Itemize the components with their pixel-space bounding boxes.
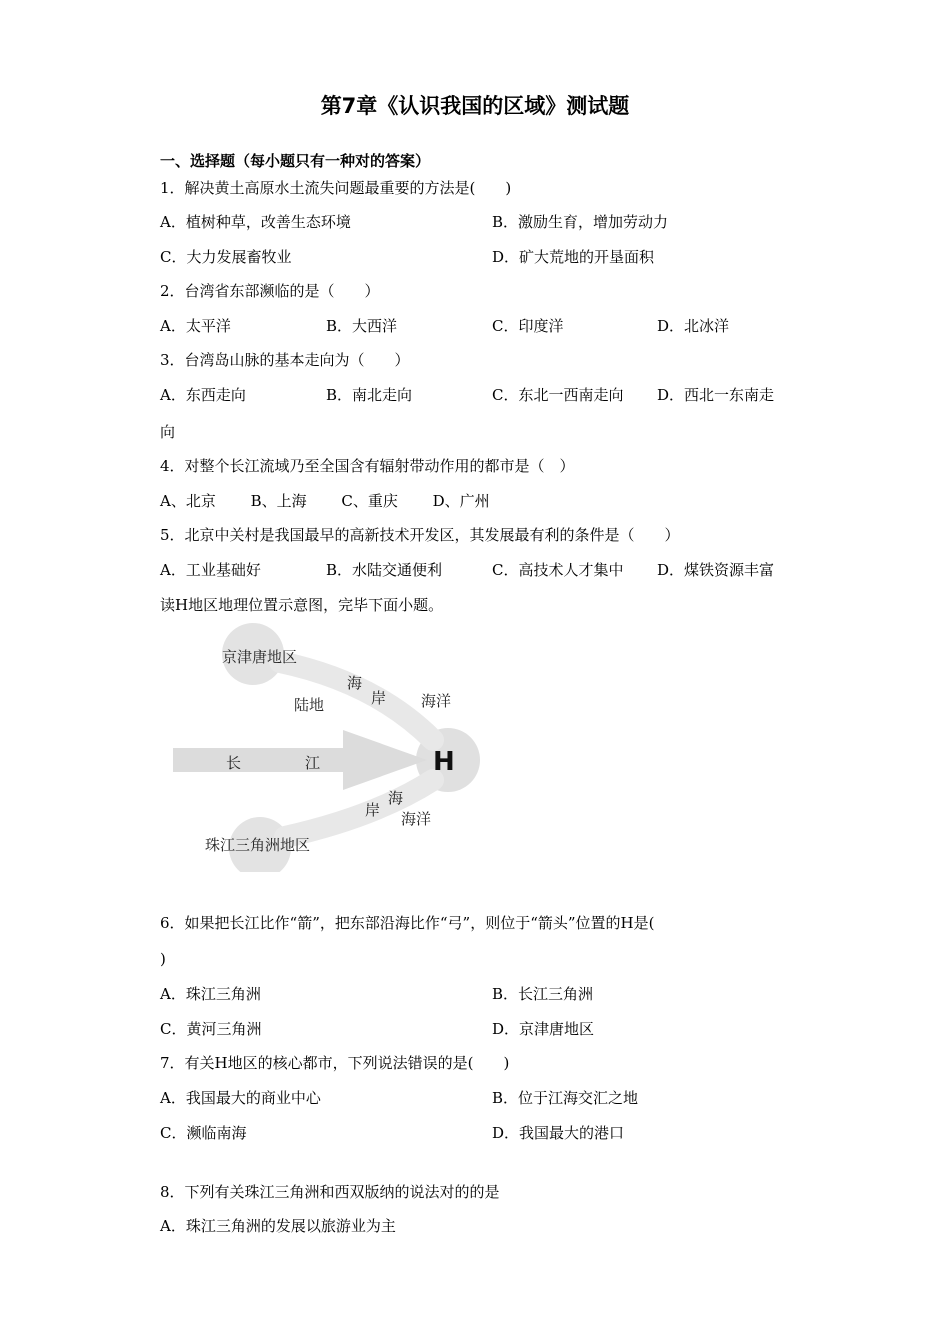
question-1-stem: 1．解决黄土高原水土流失问题最重要的方法是( ) [160, 179, 512, 197]
label-sea-1: 海 [347, 674, 363, 692]
question-2-option-d: D．北冰洋 [657, 317, 730, 335]
question-7-option-c: C．濒临南海 [160, 1124, 247, 1142]
question-8-option-a: A．珠江三角洲的发展以旅游业为主 [160, 1217, 396, 1235]
south-coast-band [285, 780, 433, 837]
question-2-stem: 2．台湾省东部濒临的是（ ） [160, 282, 380, 300]
label-shore-2: 岸 [365, 801, 381, 819]
section-heading: 一、选择题（每小题只有一种对的答案） [160, 152, 431, 170]
question-6-option-a: A．珠江三角洲 [160, 985, 261, 1003]
question-1-option-d: D．矿大荒地的开垦面积 [492, 248, 655, 266]
question-2-option-c: C．印度洋 [492, 317, 564, 335]
question-1-option-c: C．大力发展畜牧业 [160, 248, 292, 266]
question-6-stem: 6．如果把长江比作“箭”，把东部沿海比作“弓”，则位于“箭头”位置的H是( [160, 914, 655, 932]
question-6-option-c: C．黄河三角洲 [160, 1020, 262, 1038]
label-ocean-2: 海洋 [401, 810, 432, 828]
label-jiang: 江 [305, 754, 321, 772]
question-5-option-a: A．工业基础好 [160, 561, 261, 579]
question-4-stem: 4．对整个长江流域乃至全国含有辐射带动作用的都市是（ ） [160, 457, 575, 475]
label-prd: 珠江三角洲地区 [205, 836, 311, 854]
question-7-stem: 7．有关H地区的核心都市，下列说法错误的是( ) [160, 1054, 510, 1072]
question-3-option-d: D．西北一东南走 [657, 386, 775, 404]
question-3-option-a: A．东西走向 [160, 386, 246, 404]
question-6-option-d: D．京津唐地区 [492, 1020, 595, 1038]
label-jjt: 京津唐地区 [222, 648, 298, 666]
question-3-option-b: B．南北走向 [326, 386, 413, 404]
question-1-option-b: B．激励生育，增加劳动力 [492, 213, 669, 231]
question-3-option-d-wrap: 向 [160, 423, 176, 441]
question-5-option-c: C．高技术人才集中 [492, 561, 624, 579]
question-5-option-b: B．水陆交通便利 [326, 561, 443, 579]
question-2-option-a: A．太平洋 [160, 317, 231, 335]
question-7-option-a: A．我国最大的商业中心 [160, 1089, 321, 1107]
question-6-option-b: B．长江三角洲 [492, 985, 594, 1003]
h-region-location-map [165, 622, 495, 872]
page-title: 第7章《认识我国的区域》测试题 [320, 94, 630, 118]
label-chang: 长 [226, 754, 242, 772]
label-shore-1: 岸 [371, 689, 387, 707]
question-5-option-d: D．煤铁资源丰富 [657, 561, 775, 579]
question-1-option-a: A．植树种草，改善生态环境 [160, 213, 351, 231]
label-h: H [433, 747, 455, 777]
question-7-option-d: D．我国最大的港口 [492, 1124, 625, 1142]
question-2-option-b: B．大西洋 [326, 317, 398, 335]
label-land: 陆地 [294, 696, 325, 714]
label-ocean-1: 海洋 [421, 692, 452, 710]
reading-instruction: 读H地区地理位置示意图，完毕下面小题。 [160, 596, 444, 614]
question-8-stem: 8．下列有关珠江三角洲和西双版纳的说法对的的是 [160, 1183, 500, 1201]
question-3-stem: 3．台湾岛山脉的基本走向为（ ） [160, 351, 410, 369]
question-5-stem: 5．北京中关村是我国最早的高新技术开发区，其发展最有利的条件是（ ） [160, 526, 680, 544]
question-4-options: A、北京 B、上海 C、重庆 D、广州 [160, 492, 490, 510]
question-7-option-b: B．位于江海交汇之地 [492, 1089, 639, 1107]
question-3-option-c: C．东北一西南走向 [492, 386, 624, 404]
question-6-stem-wrap: ) [160, 950, 166, 968]
label-sea-2: 海 [388, 789, 404, 807]
